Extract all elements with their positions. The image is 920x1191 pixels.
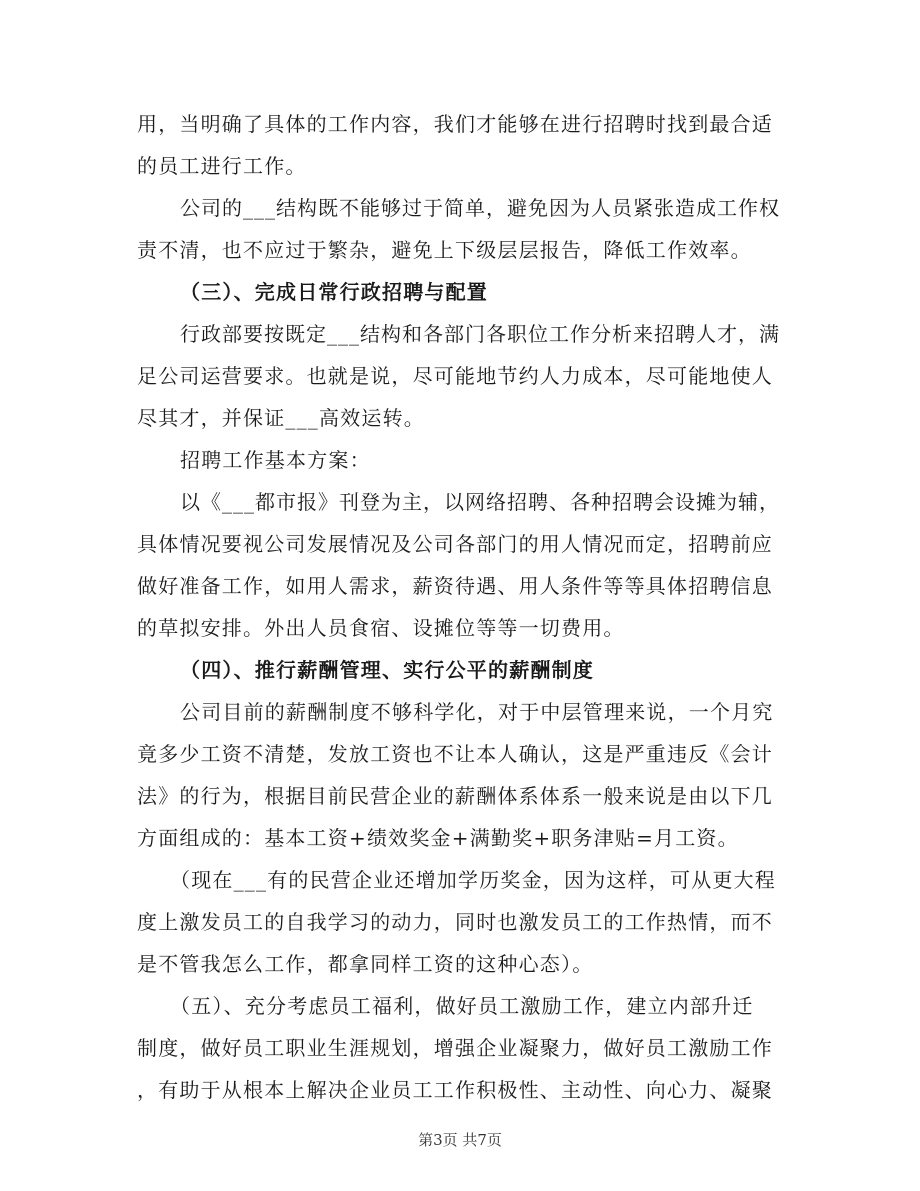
text-line: 做好准备工作，如用人需求，薪资待遇、用人条件等等具体招聘信息 (137, 574, 773, 598)
text-line: 制度，做好员工职业生涯规划，增强企业凝聚力，做好员工激励工作 (137, 1036, 773, 1060)
text-line: 公司的___结构既不能够过于简单，避免因为人员紧张造成工作权 (180, 196, 780, 220)
text-line: （五）、充分考虑员工福利，做好员工激励工作，建立内部升迁 (170, 994, 754, 1018)
text-line: 公司目前的薪酬制度不够科学化，对于中层管理来说，一个月究 (180, 700, 774, 724)
text-line: 是不管我怎么工作，都拿同样工资的这种心态）。 (137, 952, 594, 976)
text-line: 用，当明确了具体的工作内容，我们才能够在进行招聘时找到最合适 (137, 112, 773, 136)
text-line: 度上激发员工的自我学习的动力，同时也激发员工的工作热情，而不 (137, 910, 773, 934)
text-line: 行政部要按既定___结构和各部门各职位工作分析来招聘人才，满 (180, 322, 780, 346)
text-line: ，有助于从根本上解决企业员工工作积极性、主动性、向心力、凝聚 (137, 1078, 773, 1102)
text-line: 法》的行为，根据目前民营企业的薪酬体系体系一般来说是由以下几 (137, 784, 773, 808)
text-line: （现在___有的民营企业还增加学历奖金，因为这样，可从更大程 (170, 868, 776, 892)
text-line: 具体情况要视公司发展情况及公司各部门的用人情况而定，招聘前应 (137, 532, 773, 556)
page-number: 第3页 共7页 (418, 1131, 502, 1149)
text-line: 足公司运营要求。也就是说，尽可能地节约人力成本，尽可能地使人 (137, 364, 773, 388)
text-line: 招聘工作基本方案： (180, 448, 371, 472)
text-line: 竟多少工资不清楚，发放工资也不让本人确认，这是严重违反《会计 (137, 742, 773, 766)
text-line: 责不清，也不应过于繁杂，避免上下级层层报告，降低工作效率。 (137, 238, 752, 262)
section-heading-three: （三）、完成日常行政招聘与配置 (180, 280, 488, 304)
section-heading-four: （四）、推行薪酬管理、实行公平的薪酬制度 (180, 658, 594, 682)
text-line: 方面组成的：基本工资+绩效奖金+满勤奖+职务津贴=月工资。 (137, 826, 739, 850)
text-line: 尽其才，并保证___高效运转。 (137, 406, 425, 430)
text-line: 的员工进行工作。 (137, 154, 307, 178)
text-line: 以《___都市报》刊登为主，以网络招聘、各种招聘会设摊为辅， (180, 490, 780, 514)
text-line: 的草拟安排。外出人员食宿、设摊位等等一切费用。 (137, 616, 625, 640)
